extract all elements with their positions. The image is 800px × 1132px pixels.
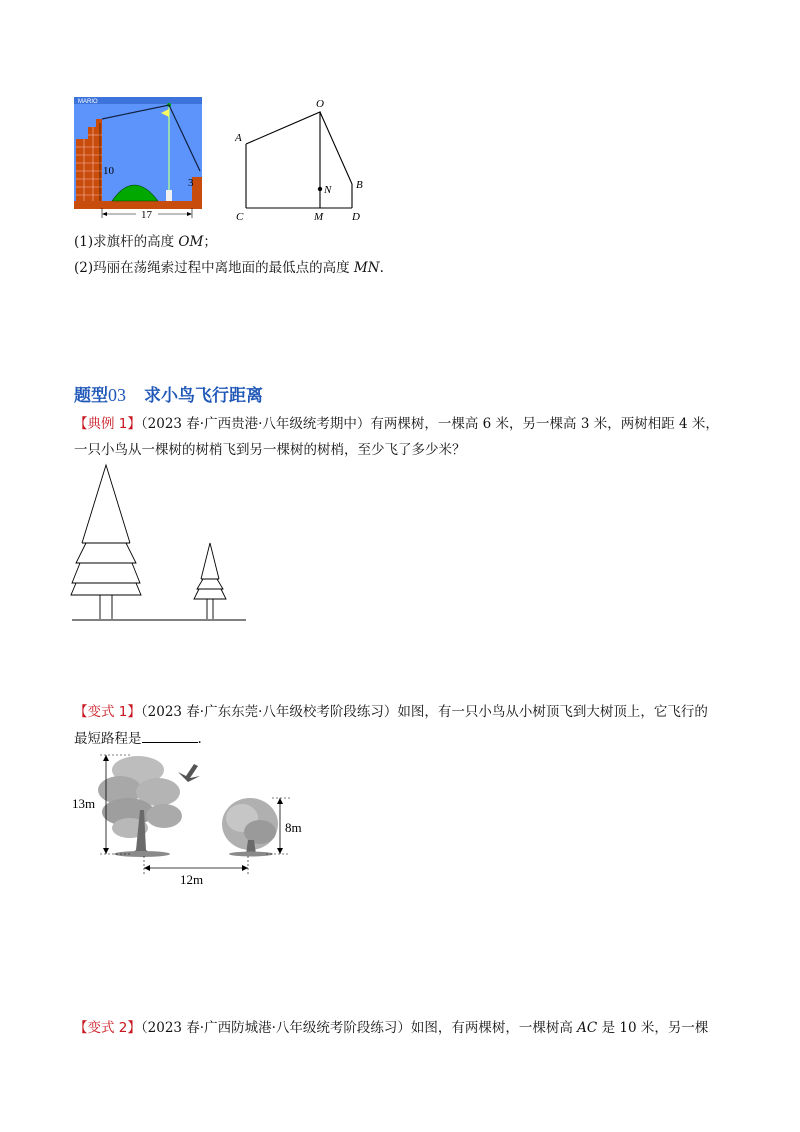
- variant-2-text-2: 是 10 米，另一棵: [601, 1020, 709, 1036]
- example-1-tag: 【典例 1】: [74, 416, 141, 432]
- label-13m: 13m: [72, 796, 96, 811]
- trees-figure: [72, 465, 248, 625]
- label-12m: 12m: [180, 872, 204, 887]
- variant-2-text-1: （2023 春·广西防城港·八年级统考阶段练习）如图，有两棵树，一棵树高: [140, 1020, 573, 1036]
- trees-svg: [72, 465, 248, 625]
- section-number: 03: [108, 385, 126, 405]
- label-left: 10: [103, 165, 114, 177]
- label-C: C: [236, 211, 244, 223]
- q2-var: MN: [353, 260, 380, 276]
- section-prefix: 题型: [74, 386, 108, 406]
- question-1: [74, 232, 217, 252]
- variant-2-tag: 【变式 2】: [74, 1020, 141, 1036]
- geometry-svg: [228, 96, 368, 226]
- q1-var: OM: [178, 234, 204, 250]
- answer-blank[interactable]: [142, 728, 198, 743]
- label-8m: 8m: [285, 820, 302, 835]
- variant-2-var: AC: [577, 1020, 598, 1036]
- label-B: B: [356, 179, 363, 191]
- q2-prefix: (2)玛丽在荡绳索过程中离地面的最低点的高度: [74, 260, 350, 276]
- geometry-figure: [228, 96, 368, 226]
- big-tree-illustration: [98, 756, 182, 857]
- label-O: O: [316, 98, 324, 110]
- small-tree-illustration: [222, 798, 278, 857]
- ground: [74, 201, 202, 209]
- segment-BO: [320, 112, 352, 184]
- example-1-text-1: （2023 春·广西贵港·八年级统考期中）有两棵树，一棵高 6 米，另一棵高 3 米，两树相距 4 米，: [140, 416, 719, 432]
- big-tree: [71, 465, 141, 619]
- variant-1-suffix: .: [197, 731, 202, 747]
- label-D: D: [352, 211, 360, 223]
- variant-2-line-1: [74, 1018, 708, 1038]
- brick-stack-right: [192, 177, 202, 201]
- question-2: [74, 258, 384, 278]
- small-tree: [194, 543, 226, 619]
- hud-text: MARIO: [78, 99, 98, 105]
- section-heading: 求小鸟飞行距离: [144, 386, 263, 406]
- bird-icon: [178, 764, 200, 782]
- variant-1-line-2: [74, 728, 202, 749]
- q1-suffix: ；: [203, 234, 217, 250]
- pole-base: [166, 190, 172, 201]
- label-right: 3: [188, 177, 194, 189]
- point-N: [318, 187, 322, 191]
- label-N: N: [324, 184, 332, 196]
- variant-1-figure: [72, 750, 302, 890]
- variant-1-text-2: 最短路程是: [74, 731, 142, 747]
- game-figure-svg: [74, 97, 202, 223]
- label-M: M: [314, 211, 324, 223]
- section-title: [74, 383, 263, 408]
- game-figure: [74, 97, 202, 223]
- variant-1-svg: [72, 750, 302, 890]
- q1-prefix: (1)求旗杆的高度: [74, 234, 175, 250]
- segment-AO-OM: [246, 112, 320, 208]
- q2-suffix: .: [379, 260, 384, 276]
- example-1-line-1: [74, 414, 719, 434]
- variant-1-text-1: （2023 春·广东东莞·八年级校考阶段练习）如图，有一只小鸟从小树顶飞到大树顶上，它飞行的: [140, 704, 708, 720]
- variant-1-tag: 【变式 1】: [74, 704, 141, 720]
- example-1-line-2: [74, 440, 466, 460]
- variant-1-line-1: [74, 702, 708, 722]
- label-A: A: [235, 132, 242, 144]
- example-1-text-2: 一只小鸟从一棵树的树梢飞到另一棵树的树梢，至少飞了多少米？: [74, 442, 466, 458]
- label-bottom: 17: [141, 209, 152, 221]
